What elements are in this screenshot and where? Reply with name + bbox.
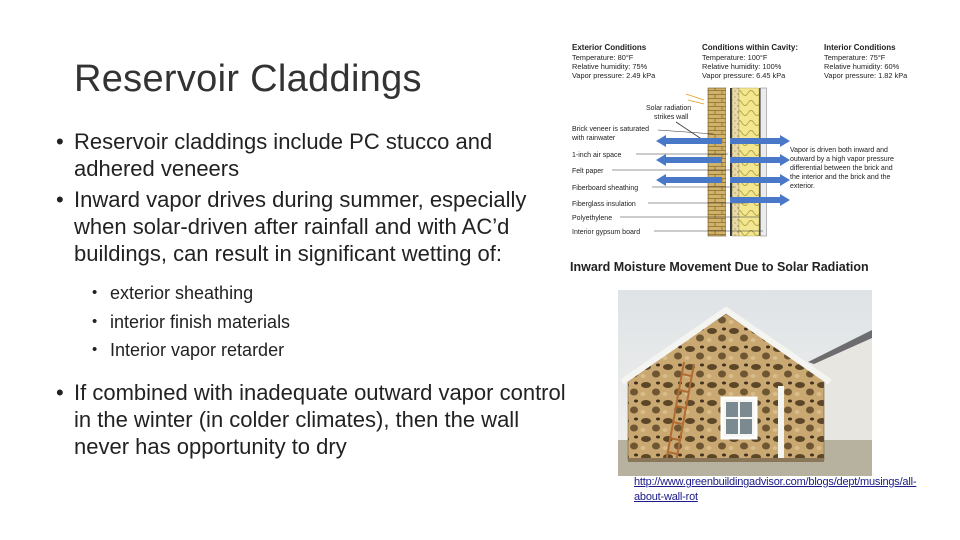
label-gypsum-board: Interior gypsum board — [572, 229, 641, 236]
photo-credit-link[interactable]: http://www.greenbuildingadvisor.com/blogs/dept/musings/all-about-wall-rot — [634, 476, 917, 503]
bullet-text: Inward vapor drives during summer, especially when solar-driven after rainfall and with AC’d buildings, can result in significant wetting of: — [74, 187, 527, 266]
cavity-heading: Conditions within Cavity: — [702, 43, 798, 52]
exterior-heading: Exterior Conditions — [572, 43, 647, 52]
svg-text:the interior and the brick and: the interior and the brick and the — [790, 174, 891, 181]
interior-humidity: Relative humidity: 60% — [824, 62, 900, 71]
sub-bullet-item: • exterior sheathing — [74, 279, 566, 308]
label-felt-paper: Felt paper — [572, 168, 604, 175]
solar-radiation-label: strikes wall — [654, 114, 689, 121]
svg-text:outward by a high vapor pressu: outward by a high vapor pressure — [790, 156, 894, 163]
label-fiberglass-insulation: Fiberglass insulation — [572, 201, 636, 208]
bullet-item — [56, 186, 566, 365]
bullet-item: • If combined with inadequate outward vapor control in the winter (in colder climates), then the wall never has opportunity to dry — [56, 379, 566, 460]
label-brick-veneer: with rainwater — [572, 135, 616, 142]
sub-bullet-list — [74, 279, 566, 365]
label-polyethylene: Polyethylene — [572, 215, 613, 222]
label-air-space: 1-inch air space — [572, 152, 622, 159]
air-space-layer — [726, 88, 730, 236]
solar-radiation-label: Solar radiation — [646, 105, 692, 112]
bullet-item: • Reservoir claddings include PC stucco and adhered veneers — [56, 128, 566, 182]
cavity-conditions — [702, 43, 798, 80]
label-brick-veneer: Brick veneer is saturated — [572, 126, 650, 133]
sub-bullet-item: • Interior vapor retarder — [74, 336, 566, 365]
diagram-caption: Inward Moisture Movement Due to Solar Radiation — [570, 260, 869, 274]
exterior-vapor-pressure: Vapor pressure: 2.49 kPa — [572, 71, 656, 80]
sun-rays — [686, 94, 704, 104]
house-wall-rot-photo — [618, 290, 872, 476]
interior-heading: Interior Conditions — [824, 43, 896, 52]
exterior-humidity: Relative humidity: 75% — [572, 62, 648, 71]
svg-text:Vapor is driven both inward an: Vapor is driven both inward and — [790, 147, 888, 154]
slide-title: Reservoir Claddings — [74, 58, 422, 100]
sub-bullet-item: • interior finish materials — [74, 308, 566, 337]
interior-conditions — [824, 43, 908, 80]
svg-text:exterior.: exterior. — [790, 183, 815, 190]
cavity-temperature: Temperature: 100°F — [702, 53, 768, 62]
exterior-conditions — [572, 43, 656, 80]
wall-moisture-diagram — [568, 38, 918, 278]
cavity-humidity: Relative humidity: 100% — [702, 62, 782, 71]
vapor-note — [790, 147, 894, 190]
exterior-temperature: Temperature: 80°F — [572, 53, 634, 62]
interior-temperature: Temperature: 75°F — [824, 53, 886, 62]
corner-trim — [778, 386, 784, 460]
cavity-vapor-pressure: Vapor pressure: 6.45 kPa — [702, 71, 786, 80]
svg-text:differential between the brick: differential between the brick and — [790, 165, 893, 172]
interior-vapor-pressure: Vapor pressure: 1.82 kPa — [824, 71, 908, 80]
bullet-list — [56, 128, 566, 464]
label-fiberboard-sheathing: Fiberboard sheathing — [572, 185, 639, 192]
